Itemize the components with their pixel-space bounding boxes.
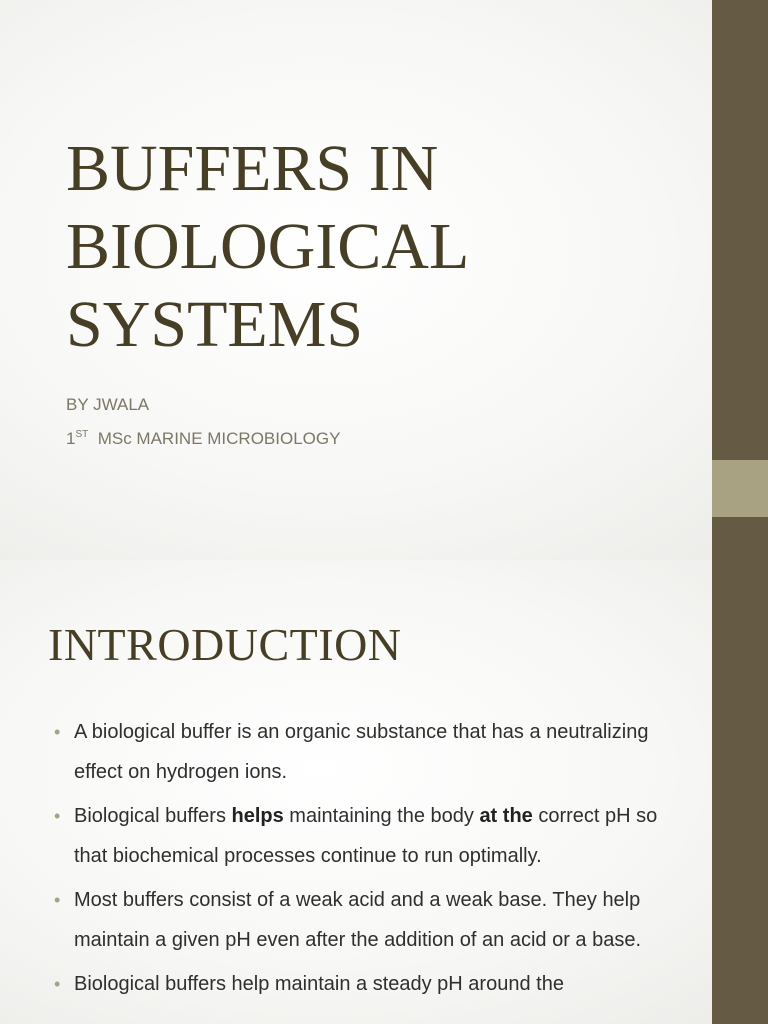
bullet-text: Most buffers consist of a weak acid and a weak base. They help maintain a given pH even after the addition of an acid or a base. (74, 889, 642, 951)
sidebar-accent (712, 460, 768, 517)
bullet-text: A biological buffer is an organic substance that has a neutralizing effect on hydrogen ions. (74, 721, 649, 783)
bullet-bold-helps: helps (231, 805, 284, 827)
bullet-text-pre: Biological buffers (74, 805, 232, 827)
slide-title: BUFFERS IN BIOLOGICAL SYSTEMS (66, 132, 467, 361)
slide-subtitle (66, 390, 340, 454)
bullet-dot-icon: • (54, 890, 61, 910)
bullet-dot-icon: • (54, 722, 61, 742)
introduction-slide (0, 560, 768, 1024)
bullet-item (52, 712, 682, 792)
course-name: MSc MARINE MICROBIOLOGY (97, 429, 341, 448)
course-ordinal-suffix: ST (75, 429, 89, 440)
bullet-item (52, 880, 682, 960)
bullet-list (52, 712, 682, 1008)
bullet-dot-icon: • (54, 806, 61, 826)
bullet-item (52, 964, 682, 1004)
course-ordinal: 1 (66, 429, 76, 448)
bullet-bold-at-the: at the (479, 805, 533, 827)
sidebar-band (712, 560, 768, 1024)
bullet-item (52, 796, 682, 876)
bullet-text: Biological buffers help maintain a steady pH around the (74, 973, 564, 995)
course-line (66, 420, 340, 454)
bullet-text-mid: maintaining the body (283, 805, 480, 827)
introduction-heading: INTRODUCTION (48, 619, 402, 670)
author-line: BY JWALA (66, 395, 150, 414)
bullet-text-post: correct pH so that biochemical processes continue to run optimally. (74, 805, 658, 867)
bullet-dot-icon: • (54, 974, 61, 994)
